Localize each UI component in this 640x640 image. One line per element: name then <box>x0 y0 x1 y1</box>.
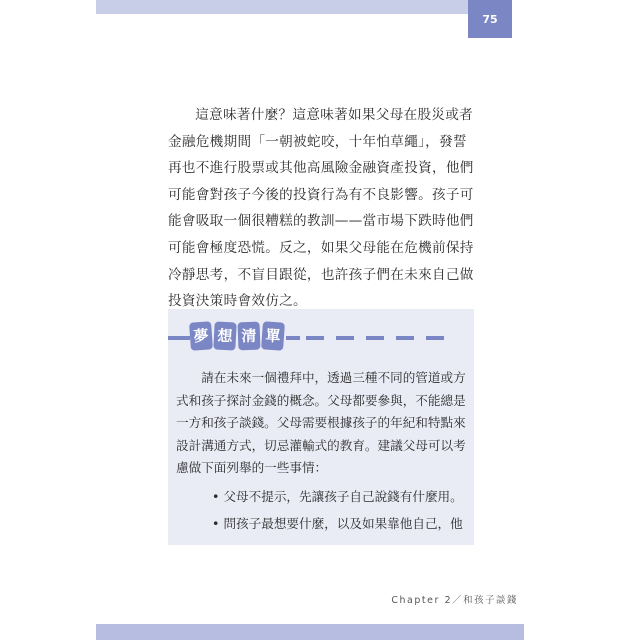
dash <box>336 336 354 340</box>
box-title-char: 單 <box>261 321 285 350</box>
box-title <box>190 322 284 350</box>
box-title-char: 清 <box>238 322 261 351</box>
dash <box>306 336 324 340</box>
box-bullet-list <box>212 483 463 537</box>
box-title-char: 夢 <box>189 321 213 350</box>
body-paragraph: 這意味著什麼？這意味著如果父母在股災或者金融危機期間「一朝被蛇咬，十年怕草繩」，發誓再也不進行股票或其他高風險金融資產投資，他們可能會對孩子今後的投資行為有不良影響。孩子可能會吸取一個很糟糕的教訓——當市場下跌時他們可能會極度恐慌。反之，如果父母能在危機前保持冷靜思考，不盲目跟從，也許孩子們在未來自己做投資決策時會效仿之。 <box>168 107 474 310</box>
box-header <box>168 320 468 354</box>
dream-list-box <box>168 309 474 545</box>
page-number: 75 <box>468 0 512 38</box>
dash <box>426 336 444 340</box>
dash <box>366 336 384 340</box>
list-item: • 父母不提示，先讓孩子自己說錢有什麼用。 <box>212 483 463 510</box>
list-item: • 問孩子最想要什麼，以及如果靠他自己，他 <box>212 510 463 537</box>
dash <box>396 336 414 340</box>
box-title-char: 想 <box>213 321 236 350</box>
header-dashes <box>306 336 444 340</box>
chapter-footer: Chapter 2／和孩子談錢 <box>391 595 518 606</box>
top-decorative-band <box>96 0 468 14</box>
bottom-decorative-band <box>96 624 524 640</box>
header-line-right <box>286 336 300 340</box>
header-line-left <box>168 336 190 340</box>
box-paragraph: 請在未來一個禮拜中，透過三種不同的管道或方式和孩子探討金錢的概念。父母都要參與，不能總是一方和孩子談錢。父母需要根據孩子的年紀和特點來設計溝通方式，切忌灌輸式的教育。建議父母可以考慮做下面列舉的一些事情： <box>176 370 466 476</box>
